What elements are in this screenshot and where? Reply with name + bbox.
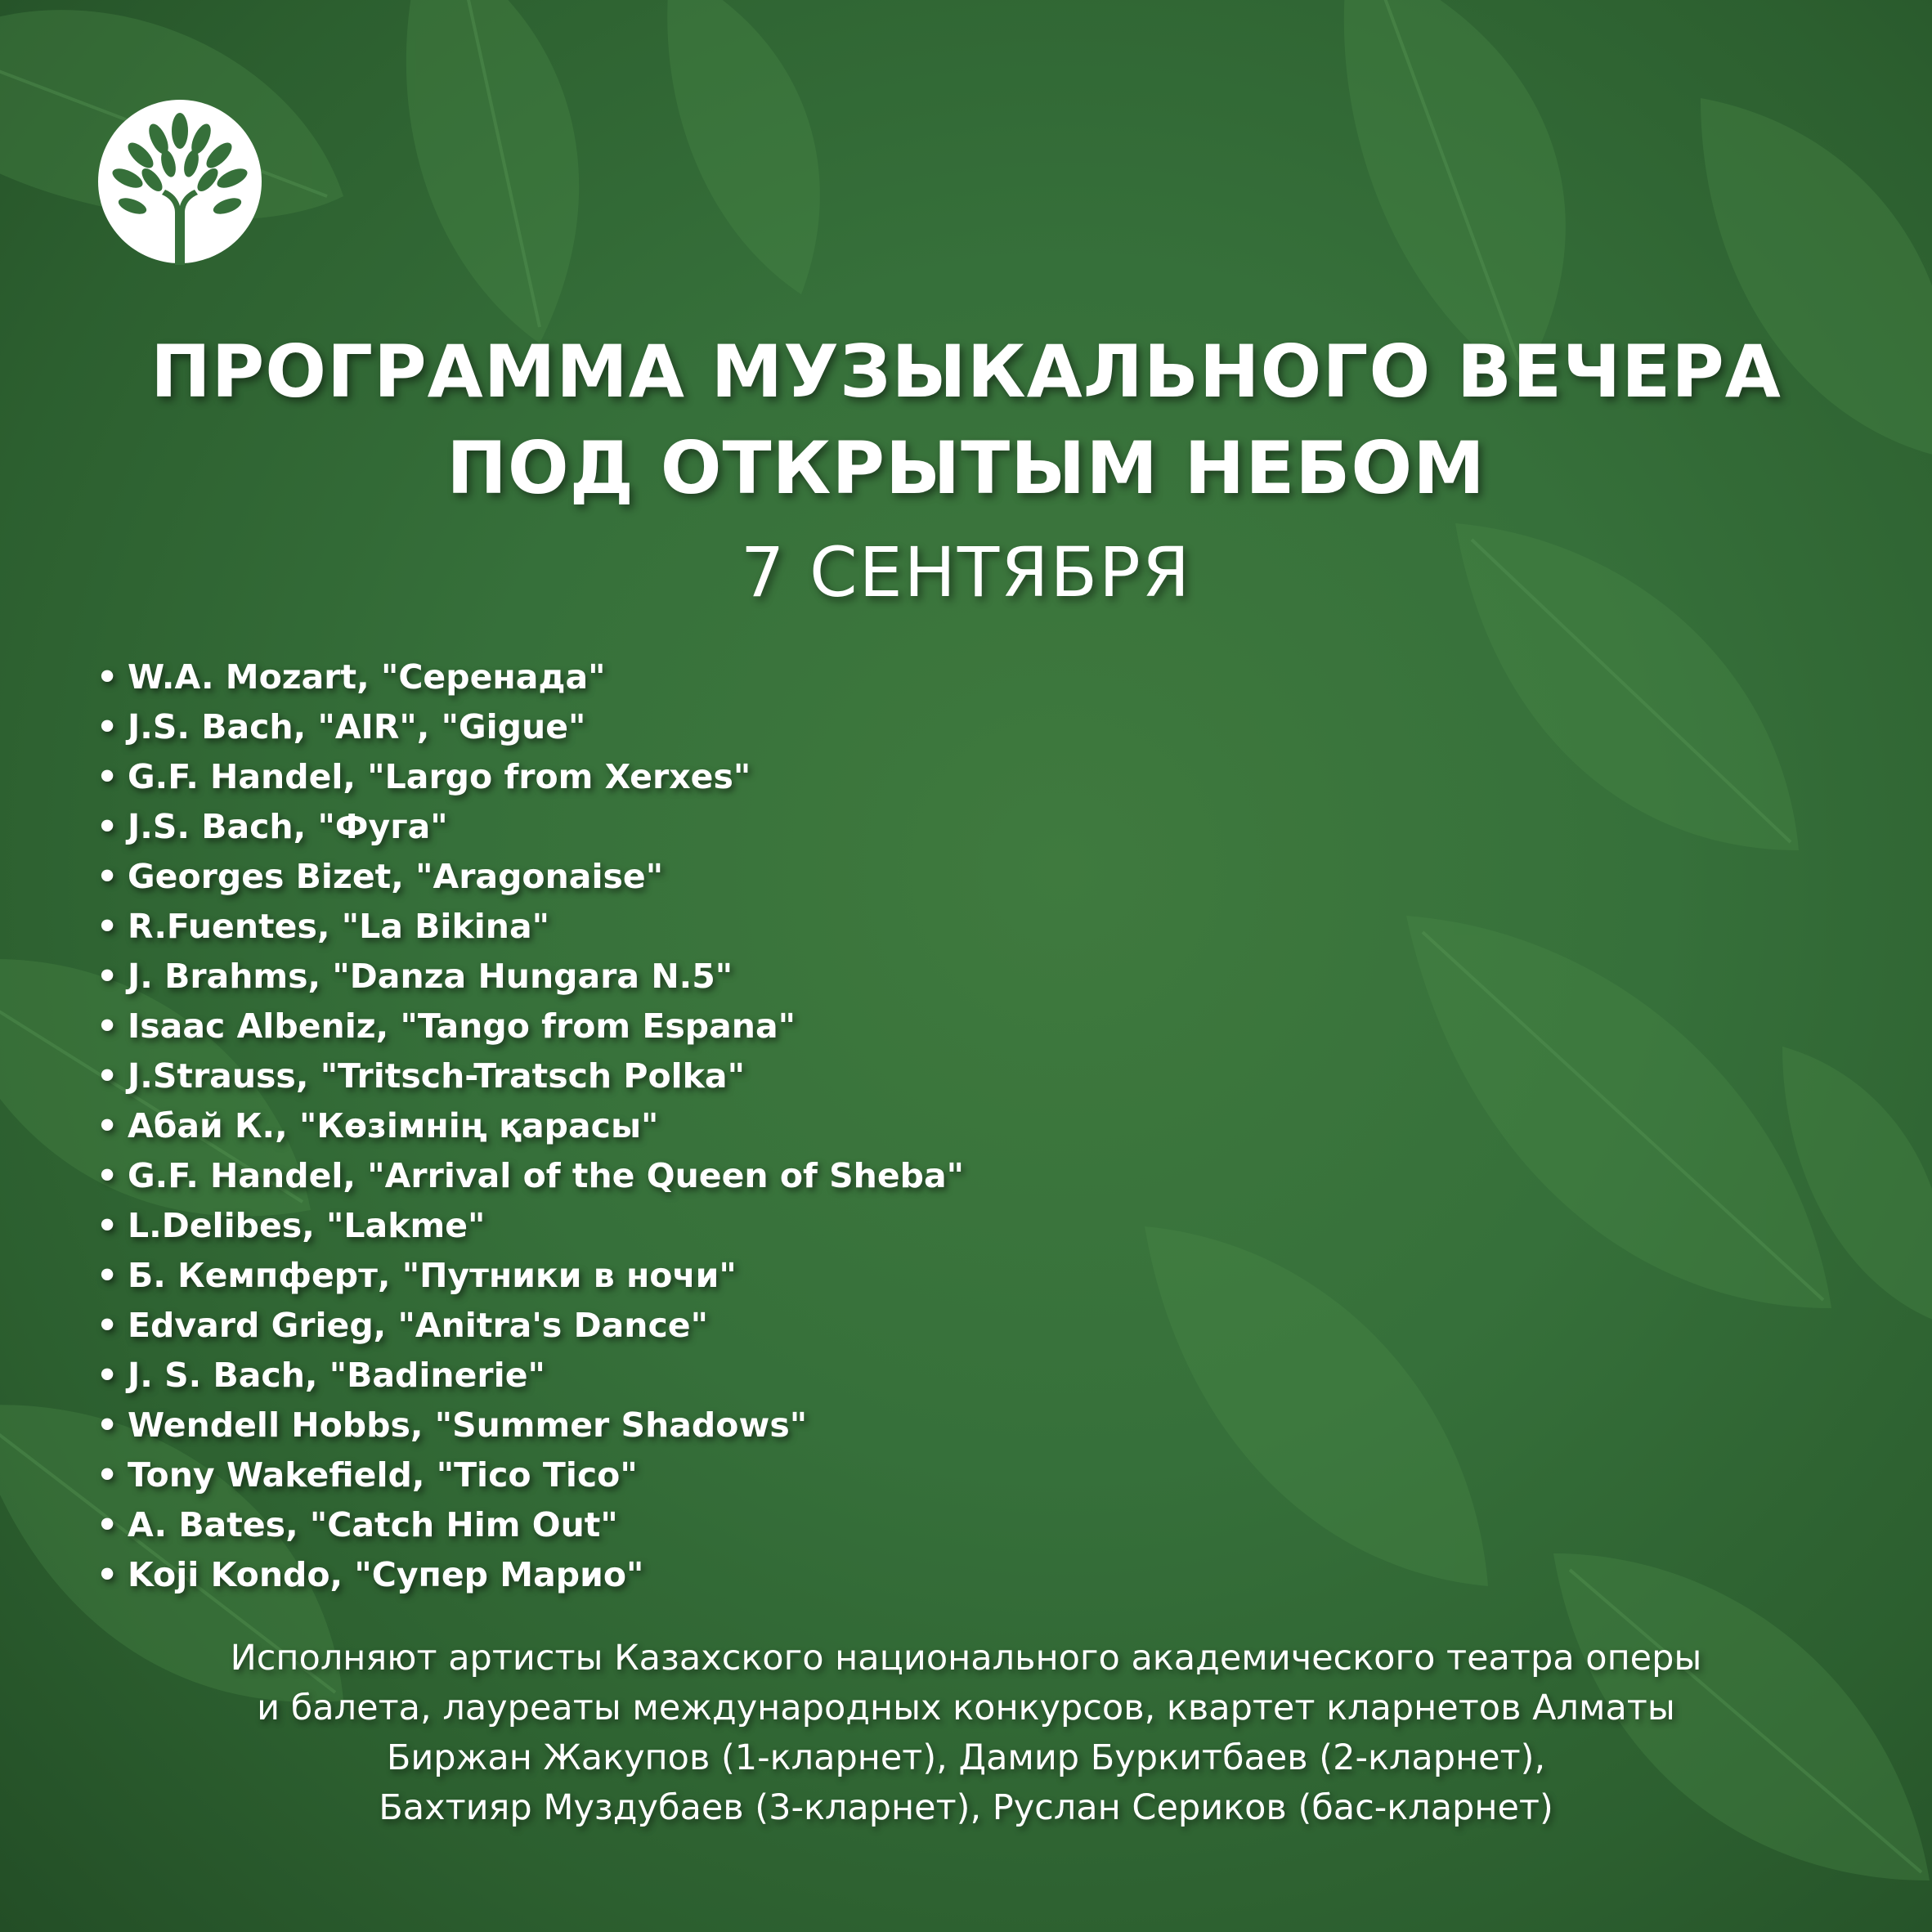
program-item xyxy=(96,902,964,952)
credits-line: Исполняют артисты Казахского национального академического театра оперы xyxy=(230,1638,1702,1679)
bullet: • xyxy=(96,1555,119,1594)
event-date: 7 СЕНТЯБРЯ xyxy=(740,532,1192,612)
bullet: • xyxy=(96,1306,119,1345)
bullet: • xyxy=(96,657,119,697)
program-item xyxy=(96,652,964,702)
program-item-text: J.S. Bach, "Фуга" xyxy=(128,807,448,846)
program-item xyxy=(96,1051,964,1101)
program-item xyxy=(96,1301,964,1351)
program-item xyxy=(96,1351,964,1401)
bullet: • xyxy=(96,1256,119,1295)
program-item xyxy=(96,1401,964,1450)
program-item-text: Edvard Grieg, "Anitra's Dance" xyxy=(128,1306,708,1345)
bullet: • xyxy=(96,1505,119,1544)
program-item-text: G.F. Handel, "Arrival of the Queen of Sheba" xyxy=(128,1156,965,1195)
program-item xyxy=(96,1251,964,1301)
program-item-text: J. S. Bach, "Badinerie" xyxy=(128,1356,545,1395)
program-item-text: J. Brahms, "Danza Hungara N.5" xyxy=(128,957,733,996)
bullet: • xyxy=(96,957,119,996)
bullet: • xyxy=(96,757,119,796)
program-item-text: W.A. Mozart, "Серенада" xyxy=(128,657,606,697)
program-item xyxy=(96,1550,964,1600)
program-item xyxy=(96,1500,964,1550)
program-item-text: J.S. Bach, "AIR", "Gigue" xyxy=(128,707,586,746)
bullet: • xyxy=(96,1106,119,1145)
title-line-1: ПРОГРАММА МУЗЫКАЛЬНОГО ВЕЧЕРА xyxy=(150,329,1782,414)
credits-line: и балета, лауреаты международных конкурсов, квартет кларнетов Алматы xyxy=(257,1688,1675,1728)
program-item-text: G.F. Handel, "Largo from Xerxes" xyxy=(128,757,751,796)
program-item xyxy=(96,1450,964,1500)
bullet: • xyxy=(96,1006,119,1046)
program-item-text: Б. Кемпферт, "Путники в ночи" xyxy=(128,1256,737,1295)
program-item xyxy=(96,952,964,1002)
program-item-text: Isaac Albeniz, "Tango from Espana" xyxy=(128,1006,796,1046)
program-item-text: J.Strauss, "Tritsch-Tratsch Polka" xyxy=(128,1056,745,1096)
bullet: • xyxy=(96,907,119,946)
program-item xyxy=(96,802,964,852)
program-item xyxy=(96,1201,964,1251)
program-item-text: Tony Wakefield, "Tico Tico" xyxy=(128,1455,638,1495)
program-item xyxy=(96,702,964,752)
bullet: • xyxy=(96,857,119,896)
bullet: • xyxy=(96,1156,119,1195)
bullet: • xyxy=(96,1206,119,1245)
title-line-2: ПОД ОТКРЫТЫМ НЕБОМ xyxy=(446,426,1486,510)
program-item-text: Wendell Hobbs, "Summer Shadows" xyxy=(128,1405,808,1445)
program-list xyxy=(96,652,964,1600)
bullet: • xyxy=(96,1356,119,1395)
program-item xyxy=(96,1151,964,1201)
credits-line: Бахтияр Муздубаев (3-кларнет), Руслан Сериков (бас-кларнет) xyxy=(379,1787,1553,1828)
bullet: • xyxy=(96,707,119,746)
program-item-text: R.Fuentes, "La Bikina" xyxy=(128,907,549,946)
tree-logo-icon xyxy=(96,98,263,265)
credits-line: Биржан Жакупов (1-кларнет), Дамир Буркитбаев (2-кларнет), xyxy=(386,1737,1546,1778)
program-item-text: Georges Bizet, "Aragonaise" xyxy=(128,857,664,896)
performers-credits xyxy=(0,1634,1932,1833)
bullet: • xyxy=(96,807,119,846)
program-item xyxy=(96,1002,964,1051)
program-item xyxy=(96,1101,964,1151)
bullet: • xyxy=(96,1056,119,1096)
program-item-text: A. Bates, "Catch Him Out" xyxy=(128,1505,618,1544)
program-item xyxy=(96,752,964,802)
program-item-text: Абай К., "Көзімнің қарасы" xyxy=(128,1106,659,1145)
program-item xyxy=(96,852,964,902)
bullet: • xyxy=(96,1405,119,1445)
program-item-text: Koji Kondo, "Супер Марио" xyxy=(128,1555,644,1594)
program-item-text: L.Delibes, "Lakme" xyxy=(128,1206,486,1245)
bullet: • xyxy=(96,1455,119,1495)
